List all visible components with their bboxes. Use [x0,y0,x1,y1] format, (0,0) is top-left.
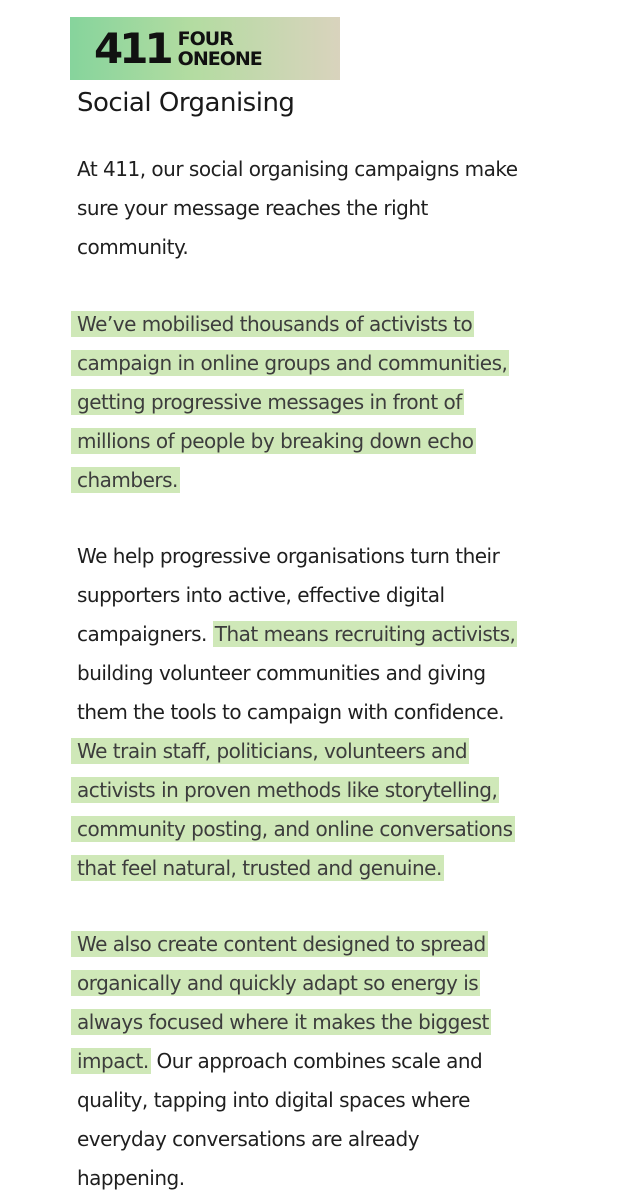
highlighted-text: chambers. [71,467,180,493]
highlighted-text: We’ve mobilised thousands of activists to [71,311,474,337]
mobilised-paragraph [77,305,597,500]
highlighted-text: activists in proven methods like storytelling, [71,777,499,803]
highlighted-text: impact. [71,1048,151,1074]
highlighted-text: We also create content designed to spread [71,931,488,957]
text-line: happening. [77,1166,185,1190]
highlighted-text: always focused where it makes the biggest [71,1009,491,1035]
text-line: quality, tapping into digital spaces where [77,1088,470,1112]
highlighted-text: community posting, and online conversations [71,816,515,842]
text-line: sure your message reaches the right [77,196,428,220]
text-line: community. [77,235,189,259]
text-line: supporters into active, effective digital [77,583,445,607]
brand-logo [70,17,340,80]
logo-number: 411 [94,23,170,73]
page-title: Social Organising [77,88,295,118]
highlighted-text: that feel natural, trusted and genuine. [71,855,444,881]
logo-word-four: FOUR [177,27,233,50]
highlighted-text: That means recruiting activists, [214,622,516,646]
highlighted-text: We train staff, politicians, volunteers and [71,738,469,764]
text-fragment: campaigners. [77,622,207,646]
highlighted-text: campaign in online groups and communities, [71,350,509,376]
text-line: We help progressive organisations turn their [77,544,500,568]
text-line: At 411, our social organising campaigns make [77,157,518,181]
text-line: them the tools to campaign with confidence. [77,700,505,724]
content-paragraph [77,925,597,1198]
logo-wordmark [178,29,262,69]
help-paragraph [77,537,597,888]
text-line: everyday conversations are already [77,1127,420,1151]
highlighted-text: organically and quickly adapt so energy is [71,970,480,996]
text-line: building volunteer communities and giving [77,661,486,685]
intro-paragraph [77,150,597,267]
highlighted-text: millions of people by breaking down echo [71,428,476,454]
highlighted-text: getting progressive messages in front of [71,389,464,415]
text-fragment: Our approach combines scale and [150,1049,483,1073]
logo-word-oneone: ONEONE [177,47,262,70]
